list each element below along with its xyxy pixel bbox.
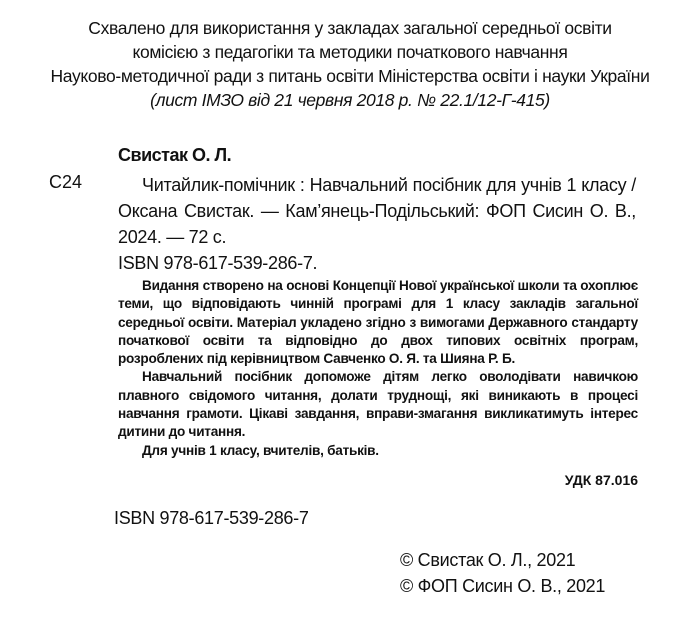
copyright-publisher: © ФОП Сисин О. В., 2021 xyxy=(400,576,606,596)
approval-reference: (лист ІМЗО від 21 червня 2018 р. № 22.1/12-Г-415) xyxy=(150,90,550,110)
annotation-paragraph: Видання створено на основі Концепції Нової української школи та охоплює теми, що відповідають чинній програмі для 1 класу закладів загальної середньої освіти. Матеріал укладено згідно з вимогами Державного стандарту початкової освіти та відповідно до двох типових освітніх програм, розроблених під керівництвом Савченко О. Я. та Шияна Р. Б. xyxy=(118,278,638,367)
classification-code: С24 xyxy=(49,172,83,192)
copyright-block xyxy=(400,547,605,599)
approval-line: комісією з педагогіки та методики початкового навчання xyxy=(132,42,568,62)
bibliographic-description: Читайлик-помічник : Навчальний посібник для учнів 1 класу / Оксана Свистак. — Кам’янець-Подільський: ФОП Сисин О. В., 2024. — 72 с. xyxy=(118,175,636,247)
isbn-footer: ISBN 978-617-539-286-7 xyxy=(114,508,309,528)
author-heading: Свистак О. Л. xyxy=(118,145,232,165)
bibliographic-isbn: ISBN 978-617-539-286-7. xyxy=(118,253,318,273)
approval-line: Науково-методичної ради з питань освіти Міністерства освіти і науки України xyxy=(50,66,650,86)
annotation-paragraph: Навчальний посібник допоможе дітям легко оволодівати навичкою плавного свідомого читання, долати труднощі, які виникають в процесі навчання грамоти. Цікаві завдання, вправи-змагання викликатимуть інтерес дитини до читання. xyxy=(118,369,638,440)
annotation-audience: Для учнів 1 класу, вчителів, батьків. xyxy=(142,442,379,458)
copyright-author: © Свистак О. Л., 2021 xyxy=(400,550,576,570)
approval-line: Схвалено для використання у закладах загальної середньої освіти xyxy=(88,18,612,38)
udk-code: УДК 87.016 xyxy=(564,472,638,488)
approval-notice xyxy=(0,16,700,112)
bibliographic-record xyxy=(118,172,636,276)
annotation xyxy=(118,277,638,460)
